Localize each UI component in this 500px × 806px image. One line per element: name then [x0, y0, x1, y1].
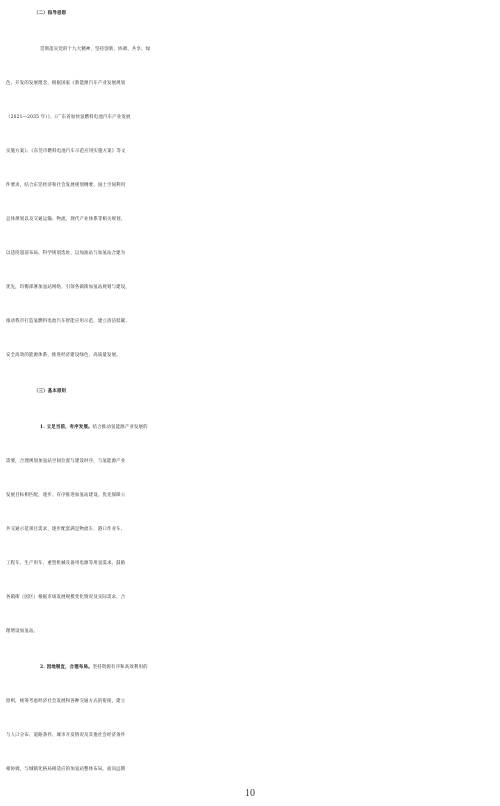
- paragraph-line: 实施方案》、《东莞市燃料电池汽车示范应用实施方案》等文: [6, 149, 126, 154]
- paragraph-line: 工程车、生产用车、重型机械及备用电源等用氢需求。鼓励: [6, 561, 126, 566]
- paragraph-line: 与人口分布、道路条件、城市开发情况及其他社会经济条件: [6, 733, 126, 738]
- paragraph-line: 总体规划以及交通运输、物流、现代产业体系等相关规划，: [6, 217, 126, 222]
- paragraph-line: 原则，统筹考虑经济社会发展和各种交通方式的衔接，建立: [6, 699, 126, 704]
- page-number: 10: [245, 788, 255, 799]
- paragraph-line: 相协调，与城镇化格局相适应的加氢站整体布局。面向远期: [6, 767, 126, 772]
- paragraph-line: 件要求，结合东莞经济和社会发展规划纲要、国土空间利用: [6, 183, 126, 188]
- paragraph-line: 共交通示范项目需求，逐步配套满足物流车、港口作业车、: [6, 527, 126, 532]
- paragraph-line: 需要，合理规划加氢站空间位置与建设时序，与氢能源产业: [6, 459, 126, 464]
- paragraph-line: 贯彻落实党的十九大精神，坚持创新、协调、共享、绿: [40, 47, 151, 52]
- principle-1-text: 结合推动氢能源产业发展的: [92, 425, 148, 430]
- principle-1-first-line: [0, 418, 500, 438]
- principle-1-title: 1. 立足当前，有序发展。: [40, 425, 93, 430]
- principle-2-title: 2. 因地制宜，合理布局。: [40, 665, 93, 670]
- paragraph-line: 优先，均衡部署加氢站网络，引领各镇街加氢站规划与建设，: [6, 285, 130, 290]
- paragraph-line: 理增设加氢站。: [6, 629, 39, 634]
- principle-2-first-line: [0, 658, 500, 678]
- paragraph-line: 推动我市打造氢燃料电池汽车智能应用示范，建立清洁低碳、: [6, 319, 130, 324]
- paragraph-line: 发展目标相匹配，逐步、有序推进加氢站建设。优先保障公: [6, 493, 126, 498]
- paragraph-line: 以适度超前布局、科学规划选址，以加油站与加氢站合建为: [6, 251, 126, 256]
- section-heading-guiding-ideology: （二）指导思想: [34, 11, 67, 16]
- principle-2-text: 坚持资源有序和高效利用的: [92, 665, 148, 670]
- section-heading-basic-principles: （三）基本原则: [34, 389, 67, 394]
- paragraph-line: 安全高效的能源体系，推进经济建设绿色、高质量发展。: [6, 353, 121, 358]
- paragraph-line: 色、开发的发展理念，根据国家《新能源汽车产业发展规划: [6, 81, 126, 86]
- paragraph-line: （2021—2035 年）》、《广东省加快氢燃料电池汽车产业发展: [6, 115, 131, 120]
- paragraph-line: 各镇街（园区）根据市场发展规模变化情况及实际需求，合: [6, 595, 126, 600]
